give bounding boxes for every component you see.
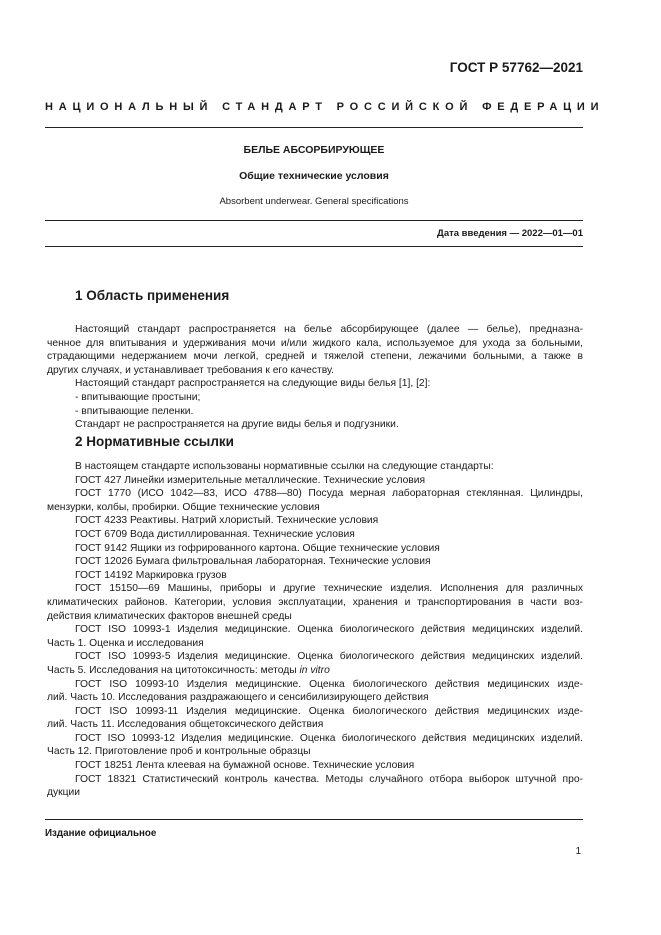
italic-term: in vitro — [299, 664, 330, 676]
text-line: других случаях, и устанавливает требования к его качеству. — [47, 364, 334, 376]
section-2-body — [47, 460, 583, 800]
reference-item-continued: климатических районов. Категории, условия эксплуатации, хранения и транспортирования в части воз- — [47, 596, 583, 608]
reference-item-continued: дукции — [47, 787, 81, 799]
official-edition-label: Издание официальное — [45, 828, 157, 839]
reference-item: ГОСТ ISO 10993-10 Изделия медицинские. Оценка биологического действия медицинских изде- — [75, 678, 583, 690]
reference-item-continued: лий. Часть 11. Исследования общетоксического действия — [47, 719, 324, 731]
divider-middle — [45, 220, 583, 221]
reference-item: ГОСТ ISO 10993-5 Изделия медицинские. Оценка биологического действия медицинских изделий. — [75, 651, 583, 663]
doc-number: ГОСТ Р 57762—2021 — [449, 60, 583, 75]
section-1-body — [47, 323, 583, 432]
section-1-heading: 1 Область применения — [75, 288, 230, 303]
reference-item: ГОСТ 6709 Вода дистиллированная. Технические условия — [75, 528, 355, 540]
reference-item: ГОСТ 15150—69 Машины, приборы и другие технические изделия. Исполнения для различных — [75, 583, 583, 595]
text-line: ченное для впитывания и удерживания мочи и/или жидкого кала, используемое для ухода за больными, — [47, 337, 583, 349]
national-standard-header: НАЦИОНАЛЬНЫЙ СТАНДАРТ РОССИЙСКОЙ ФЕДЕРАЦИИ — [45, 101, 605, 113]
text-line: Настоящий стандарт распространяется на следующие виды белья [1], [2]: — [75, 378, 431, 390]
reference-item-continued: лий. Часть 10. Исследования раздражающего и сенсибилизирующего действия — [47, 692, 429, 704]
reference-item: ГОСТ 12026 Бумага фильтровальная лабораторная. Технические условия — [75, 556, 431, 568]
reference-item: ГОСТ ISO 10993-11 Изделия медицинские. Оценка биологического действия медицинских изде- — [75, 705, 583, 717]
section-2-heading: 2 Нормативные ссылки — [75, 434, 234, 449]
text-line: страдающими недержанием мочи легкой, средней и тяжелой степени, лежачими больными, а также в — [47, 351, 583, 363]
reference-item-continued: Часть 1. Оценка и исследования — [47, 637, 204, 649]
list-item: - впитывающие простыни; — [75, 391, 201, 403]
page-number: 1 — [575, 846, 581, 857]
introduction-date: Дата введения — 2022—01—01 — [437, 228, 583, 239]
text-line: Стандарт не распространяется на другие виды белья и подгузники. — [75, 419, 399, 431]
divider-bottom — [45, 246, 583, 247]
text-span: Часть 5. Исследования на цитотоксичность: методы — [47, 664, 300, 676]
list-item: - впитывающие пеленки. — [75, 405, 194, 417]
reference-item: ГОСТ 14192 Маркировка грузов — [75, 569, 227, 581]
footer-divider — [45, 819, 583, 820]
english-title: Absorbent underwear. General specifications — [219, 196, 409, 207]
reference-item: ГОСТ 18321 Статистический контроль качества. Методы случайного отбора выборок штучной про- — [75, 773, 583, 785]
reference-item-continued: Часть 12. Приготовление проб и контрольные образцы — [47, 746, 311, 758]
text-line: Настоящий стандарт распространяется на белье абсорбирующее (далее — белье), предназна- — [75, 324, 583, 335]
reference-item: ГОСТ 18251 Лента клеевая на бумажной основе. Технические условия — [75, 760, 415, 772]
reference-item: ГОСТ 4233 Реактивы. Натрий хлористый. Технические условия — [75, 515, 379, 527]
reference-item: ГОСТ 427 Линейки измерительные металлические. Технические условия — [75, 474, 426, 486]
reference-item-continued: действия климатических факторов внешней среды — [47, 610, 292, 622]
reference-item: ГОСТ ISO 10993-1 Изделия медицинские. Оценка биологического действия медицинских изделий. — [75, 624, 583, 636]
reference-item: ГОСТ 9142 Ящики из гофрированного картона. Общие технические условия — [75, 542, 440, 554]
reference-item: ГОСТ 1770 (ИСО 1042—83, ИСО 4788—80) Посуда мерная лабораторная стеклянная. Цилиндры, — [75, 488, 583, 500]
reference-item: ГОСТ ISO 10993-12 Изделия медицинские. Оценка биологического действия медицинских изделий. — [75, 732, 583, 744]
reference-item-continued — [47, 664, 583, 678]
reference-item-continued: мензурки, колбы, пробирки. Общие технические условия — [47, 501, 320, 513]
document-title: БЕЛЬЕ АБСОРБИРУЮЩЕЕ — [243, 144, 385, 156]
text-line: В настоящем стандарте использованы нормативные ссылки на следующие стандарты: — [75, 461, 494, 472]
divider-top — [45, 127, 583, 128]
document-subtitle: Общие технические условия — [239, 170, 389, 182]
